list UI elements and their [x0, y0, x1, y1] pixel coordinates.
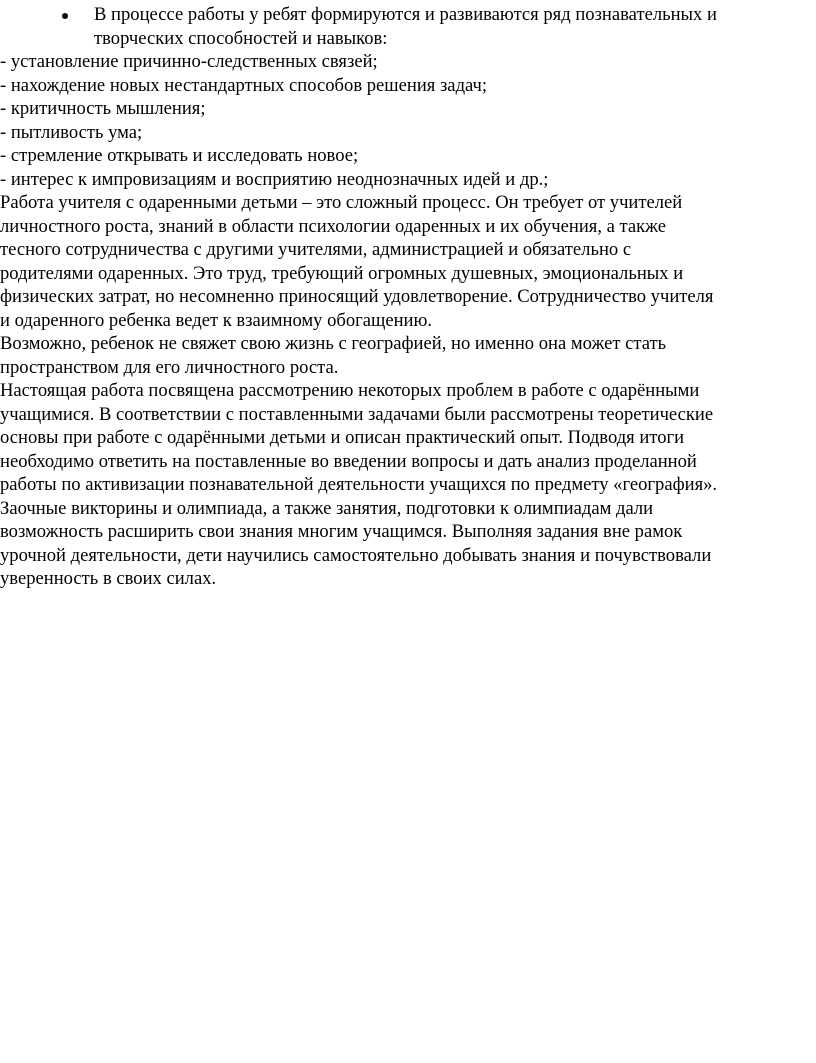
text-line: Заочные викторины и олимпиада, а также занятия, подготовки к олимпиадам дали: [0, 497, 654, 519]
text-line: тесного сотрудничества с другими учителями, администрацией и обязательно с: [0, 239, 632, 260]
bullet-text: [94, 3, 804, 50]
list-item: - критичность мышления;: [0, 98, 206, 119]
text-line: В процессе работы у ребят формируются и развиваются ряд познавательных и: [94, 4, 717, 25]
skills-list: [0, 50, 812, 191]
text-line: урочной деятельности, дети научились самостоятельно добывать знания и почувствовали: [0, 544, 712, 566]
paragraph-geography: [0, 332, 812, 379]
list-item: - интерес к импровизациям и восприятию неоднозначных идей и др.;: [0, 168, 549, 190]
text-line: учащимися. В соответствии с поставленными задачами были рассмотрены теоретические: [0, 403, 714, 425]
list-item: - пытливость ума;: [0, 121, 143, 143]
text-line: родителями одаренных. Это труд, требующий огромных душевных, эмоциональных и: [0, 262, 684, 284]
text-line: основы при работе с одарёнными детьми и описан практический опыт. Подводя итоги: [0, 427, 685, 448]
text-line: Настоящая работа посвящена рассмотрению некоторых проблем в работе с одарёнными: [0, 380, 700, 401]
list-item: - стремление открывать и исследовать новое;: [0, 145, 359, 166]
list-item: - установление причинно-следственных связей;: [0, 51, 378, 72]
text-line: пространством для его личностного роста.: [0, 356, 339, 378]
text-line: работы по активизации познавательной деятельности учащихся по предмету «география».: [0, 474, 718, 495]
paragraph-teacher-work: [0, 191, 812, 332]
text-line: Возможно, ребенок не свяжет свою жизнь с географией, но именно она может стать: [0, 333, 667, 354]
list-item: - нахождение новых нестандартных способов решения задач;: [0, 74, 488, 96]
text-line: возможность расширить свои знания многим учащимся. Выполняя задания вне рамок: [0, 521, 683, 542]
document-body: [0, 50, 812, 591]
text-line: творческих способностей и навыков:: [94, 27, 388, 49]
paragraph-olympiads: [0, 497, 812, 591]
bullet-dot-icon: [62, 13, 68, 19]
text-line: и одаренного ребенка ведет к взаимному обогащению.: [0, 309, 433, 331]
text-line: Работа учителя с одаренными детьми – это сложный процесс. Он требует от учителей: [0, 192, 683, 213]
text-line: необходимо ответить на поставленные во введении вопросы и дать анализ проделанной: [0, 450, 697, 472]
text-line: личностного роста, знаний в области психологии одаренных и их обучения, а также: [0, 215, 667, 237]
text-line: физических затрат, но несомненно приносящий удовлетворение. Сотрудничество учителя: [0, 286, 714, 307]
paragraph-research: [0, 379, 812, 497]
text-line: уверенность в своих силах.: [0, 568, 217, 589]
